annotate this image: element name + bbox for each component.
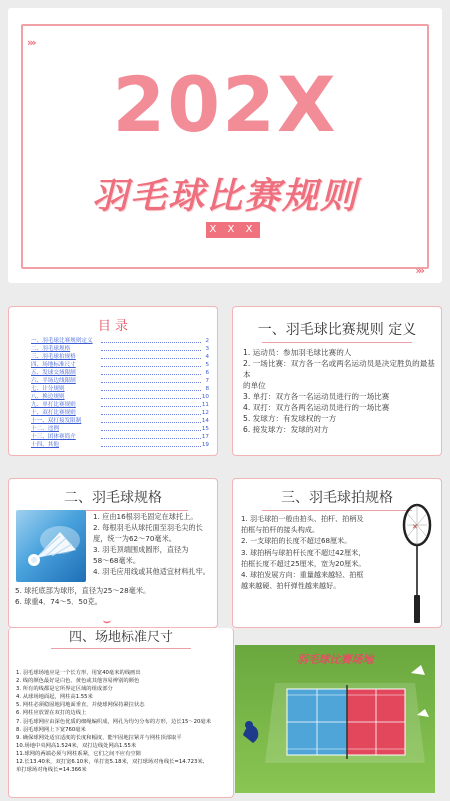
text-line: 拍框与拍杆的接头构成。 [241, 525, 320, 535]
text-line: 越来越硬、拍杆弹性越来越好。 [241, 581, 341, 591]
text-line: 12.长13.40米，双打宽6.10米，单打宽5.18米，双打球场对角线长=14.723米, [16, 759, 205, 766]
shuttle-body-lower [15, 585, 215, 607]
toc-item[interactable] [31, 409, 209, 417]
definition-heading-text: 一、羽毛球比赛规则 定义 [257, 322, 417, 338]
toc-leader-dots [101, 414, 201, 415]
text-line: 58～68毫米。 [93, 556, 141, 565]
toc-item-page: 2 [205, 338, 209, 344]
text-line: 9. 确保球网处适宜适度的长度和幅度，能牢固地拉紧并与网柱顶部取平 [16, 734, 182, 741]
toc-item[interactable] [31, 425, 209, 433]
shuttle-body-upper [93, 511, 215, 577]
toc-leader-dots [101, 358, 201, 359]
toc-item-label: 三、羽毛球拍规格 [31, 354, 76, 360]
definition-slide [232, 306, 442, 456]
arrows-icon-top: ››› [27, 36, 35, 49]
toc-item-label: 二、羽毛球规格 [31, 346, 71, 352]
toc-item-page: 8 [205, 386, 209, 392]
text-line: 3. 球拍柄与球拍杆长度不超过42厘米， [241, 547, 366, 557]
text-line: 6. 球重4．74～5．50克。 [15, 597, 102, 606]
toc-item-page: 15 [201, 426, 209, 432]
toc-item-label: 十三、团体赛简介 [31, 434, 76, 440]
toc-item-label: 一、羽毛球比赛规则定义 [31, 338, 93, 344]
toc-item-page: 5 [205, 362, 209, 368]
text-line: 7. 羽毛球网应由深色优质的细绳编织成，网孔为均匀分布的方形，边长15～20毫米 [16, 718, 212, 725]
toc-leader-dots [101, 422, 201, 423]
court-image [235, 645, 435, 793]
toc-leader-dots [101, 446, 201, 447]
text-line: 2. 一支球拍的长度不超过68厘米。 [241, 536, 352, 546]
toc-item[interactable] [31, 433, 209, 441]
text-line: 1. 羽毛球场地应是一个长方形，用宽40毫米的线画出 [16, 670, 141, 676]
toc-leader-dots [101, 342, 201, 343]
definition-heading [233, 319, 441, 343]
text-line: 5. 球托底部为球形，直径为25～28毫米。 [15, 586, 151, 595]
toc-leader-dots [101, 430, 201, 431]
court-image-title: 羽毛球比赛场地 [296, 653, 374, 666]
author-badge: X X X [206, 222, 260, 238]
text-line: 3. 羽毛顶端围成圆形，直径为 [93, 545, 189, 554]
court-size-heading-text: 四、场地标准尺寸 [68, 630, 173, 645]
toc-item[interactable] [31, 401, 209, 409]
text-line: 6. 网柱应放置在双打的边线上 [16, 710, 87, 717]
toc-leader-dots [101, 374, 201, 375]
toc-item[interactable] [31, 353, 209, 361]
heading-underline [51, 648, 191, 649]
toc-slide [8, 306, 218, 456]
definition-body [243, 347, 439, 435]
text-line: 8. 羽毛球网网上下宽760毫米 [16, 726, 86, 733]
text-line: 1. 羽毛球拍一般由拍头、拍杆、拍柄及 [241, 514, 364, 523]
toc-leader-dots [101, 398, 201, 399]
heading-underline [262, 510, 412, 511]
court-size-heading [9, 628, 233, 649]
title-year: 202X [112, 60, 338, 149]
toc-item-page: 14 [201, 418, 209, 424]
toc-item-label: 十二、违例 [31, 426, 59, 432]
shuttlecock-image [16, 510, 86, 582]
toc-item[interactable] [31, 369, 209, 377]
toc-leader-dots [101, 350, 201, 351]
toc-item-page: 7 [205, 378, 209, 384]
toc-item-label: 十、双打比赛规则 [31, 410, 76, 416]
text-line: 6. 接发球方：发球的对方 [243, 425, 329, 434]
text-line: 4. 双打：双方各两名运动员进行的一场比赛 [243, 403, 390, 412]
toc-item-label: 四、场地标准尺寸 [31, 362, 76, 368]
toc-item-page: 17 [201, 434, 209, 440]
text-line: 3. 单打：双方各一名运动员进行的一场比赛 [243, 392, 390, 401]
toc-item[interactable] [31, 377, 209, 385]
toc-item[interactable] [31, 361, 209, 369]
text-line: 1. 运动员：参加羽毛球比赛的人 [243, 348, 352, 357]
toc-item[interactable] [31, 385, 209, 393]
toc-item[interactable] [31, 337, 209, 345]
toc-item-label: 六、半场边线限制 [31, 378, 76, 384]
heading-underline [262, 342, 412, 343]
toc-item-label: 八、换边规则 [31, 394, 65, 400]
toc-list [31, 337, 209, 449]
toc-item[interactable] [31, 393, 209, 401]
text-line: 4. 羽毛应用线或其他适宜材料扎牢。 [93, 567, 210, 576]
toc-item-label: 十一、双打接发限制 [31, 418, 82, 424]
racket-slide [232, 478, 442, 628]
toc-item-label: 七、计分规则 [31, 386, 65, 392]
court-size-body [16, 669, 232, 774]
text-line: 拍框长度不超过25厘米，宽为20厘米。 [241, 558, 366, 568]
toc-leader-dots [101, 390, 201, 391]
text-line: 2. 一场比赛：双方各一名或两名运动员是决定胜负的最基本 [243, 359, 435, 379]
toc-item-page: 10 [201, 394, 209, 400]
text-line: 的单位 [243, 381, 266, 390]
toc-leader-dots [101, 406, 201, 407]
shuttle-heading [9, 487, 217, 511]
text-line: 3. 所有的线都是它所界定区域的组成部分 [16, 686, 113, 693]
text-line: 4. 球拍发展方向：重量越来越轻、拍框 [241, 570, 364, 580]
toc-item[interactable] [31, 417, 209, 425]
toc-item[interactable] [31, 345, 209, 353]
svg-text:✕: ✕ [412, 523, 418, 531]
text-line: 单打球场对角线长=14.366米 [16, 767, 87, 774]
toc-item-page: 12 [201, 410, 209, 416]
main-title: 羽毛球比赛规则 [91, 176, 358, 217]
bracket-icon: ⌣ [103, 614, 111, 628]
text-line: 5. 发球方：有发球权的一方 [243, 414, 337, 423]
toc-item-page: 11 [201, 402, 209, 408]
title-slide [8, 8, 442, 283]
text-line: 2. 线的颜色最好是白色、黄色或其他容易辨别的颜色 [16, 678, 140, 685]
toc-title: 目 录 [97, 319, 129, 334]
shuttle-heading-text: 二、羽毛球规格 [64, 490, 162, 506]
toc-item-label: 十四、其他 [31, 442, 59, 448]
text-line: 10.场地中央网高1.524米，双打边线处网高1.55米 [16, 742, 137, 749]
racket-body [241, 513, 401, 591]
toc-leader-dots [101, 382, 201, 383]
text-line: 度，统一为62～70毫米。 [93, 534, 176, 543]
text-line: 2. 每根羽毛从球托面至羽毛尖的长 [93, 523, 203, 532]
text-line: 11.球网的两端必须与网柱系紧，它们之间不应有空隙 [16, 750, 141, 757]
arrows-icon-bottom: ››› [415, 264, 423, 277]
toc-item-label: 九、单打比赛规则 [31, 402, 76, 408]
text-line: 5. 网柱必须稳固地同地面垂直，并使球网保持紧拉状态 [16, 702, 145, 709]
toc-item-page: 4 [205, 354, 209, 360]
racket-heading-text: 三、羽毛球拍规格 [281, 490, 393, 506]
text-line: 1. 应由16根羽毛固定在球托上。 [93, 512, 198, 521]
text-line: 4. 从球场地面起，网柱高1.55米 [16, 694, 93, 701]
toc-item[interactable] [31, 441, 209, 449]
toc-item-page: 19 [201, 442, 209, 448]
toc-item-page: 6 [205, 370, 209, 376]
toc-leader-dots [101, 366, 201, 367]
racket-icon [397, 499, 437, 627]
toc-item-label: 五、发球交域限制 [31, 370, 76, 376]
toc-item-page: 3 [205, 346, 209, 352]
toc-leader-dots [101, 438, 201, 439]
